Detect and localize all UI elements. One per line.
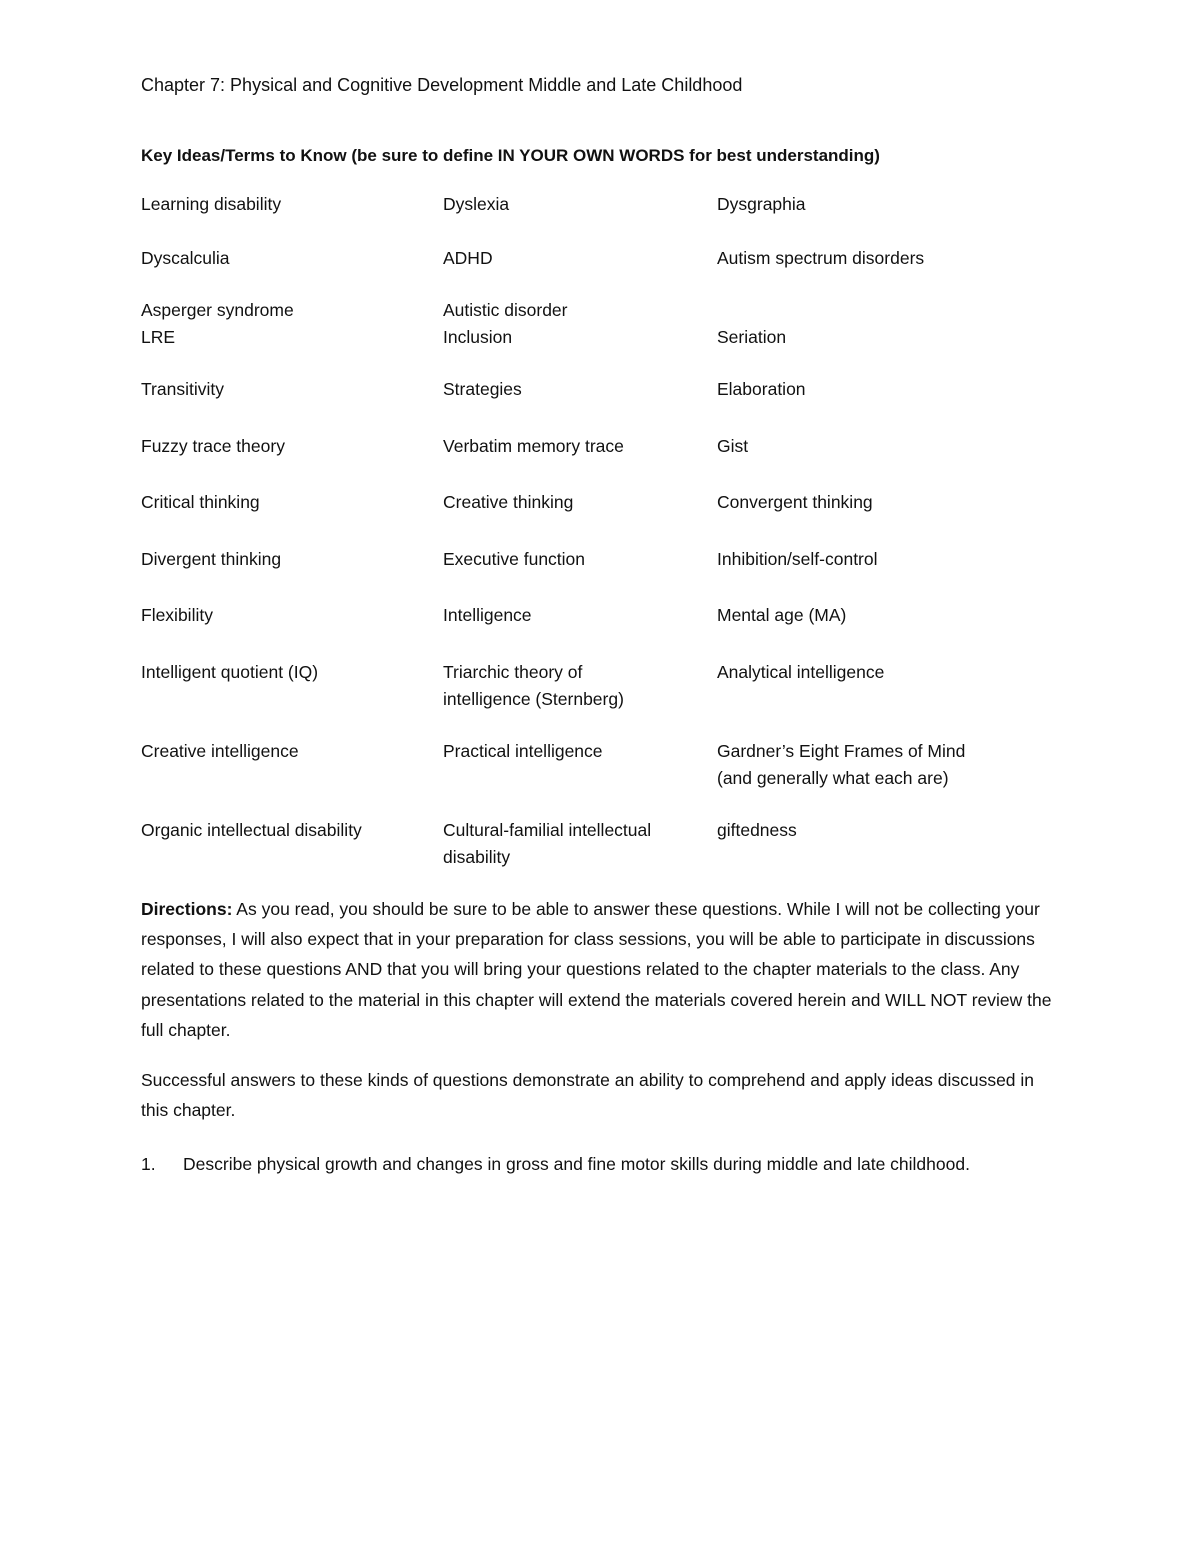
term: Intelligence bbox=[443, 605, 532, 625]
term: Divergent thinking bbox=[141, 549, 282, 569]
term: Cultural-familial intellectual bbox=[443, 820, 652, 840]
term: Convergent thinking bbox=[717, 492, 873, 512]
directions-paragraph bbox=[141, 894, 1061, 1045]
term: Transitivity bbox=[141, 379, 224, 399]
directions-text: As you read, you should be sure to be able to answer these questions. While I will not be collecting your responses, I will also expect that in your preparation for class sessions, you will be able to participate in discussions related to these questions AND that you will bring your questions related to the chapter materials to the class. Any presentations related to the material in this chapter will extend the materials covered herein and WILL NOT review the full chapter. bbox=[141, 899, 1052, 1040]
term: Inhibition/self-control bbox=[717, 549, 878, 569]
term: Intelligent quotient (IQ) bbox=[141, 662, 319, 682]
term: Dyscalculia bbox=[141, 248, 230, 268]
page-title: Chapter 7: Physical and Cognitive Development Middle and Late Childhood bbox=[141, 75, 743, 95]
question-number: 1. bbox=[141, 1154, 156, 1174]
term: Mental age (MA) bbox=[717, 605, 847, 625]
term: Verbatim memory trace bbox=[443, 436, 624, 456]
term-continuation: disability bbox=[443, 847, 511, 867]
success-paragraph: Successful answers to these kinds of questions demonstrate an ability to comprehend and apply ideas discussed in this chapter. bbox=[141, 1070, 1035, 1121]
term: giftedness bbox=[717, 820, 797, 840]
term: Organic intellectual disability bbox=[141, 820, 362, 840]
term: Creative thinking bbox=[443, 492, 574, 512]
term-continuation: intelligence (Sternberg) bbox=[443, 689, 624, 709]
term: Critical thinking bbox=[141, 492, 260, 512]
term: Dyslexia bbox=[443, 194, 510, 214]
term: LRE bbox=[141, 327, 176, 347]
key-terms-heading: Key Ideas/Terms to Know (be sure to define IN YOUR OWN WORDS for best understanding) bbox=[141, 146, 880, 165]
term: Learning disability bbox=[141, 194, 282, 214]
term: Flexibility bbox=[141, 605, 213, 625]
term: Inclusion bbox=[443, 327, 513, 347]
term: Gist bbox=[717, 436, 749, 456]
term: Executive function bbox=[443, 549, 586, 569]
directions-label: Directions: bbox=[141, 899, 233, 919]
term: Practical intelligence bbox=[443, 741, 603, 761]
term-continuation: (and generally what each are) bbox=[717, 768, 949, 788]
term: ADHD bbox=[443, 248, 493, 268]
term: Seriation bbox=[717, 327, 787, 347]
term: Asperger syndrome bbox=[141, 300, 294, 320]
term: Elaboration bbox=[717, 379, 806, 399]
term: Analytical intelligence bbox=[717, 662, 885, 682]
term: Triarchic theory of bbox=[443, 662, 583, 682]
term: Fuzzy trace theory bbox=[141, 436, 285, 456]
term: Strategies bbox=[443, 379, 522, 399]
term: Autism spectrum disorders bbox=[717, 248, 925, 268]
term: Gardner’s Eight Frames of Mind bbox=[717, 741, 966, 761]
question-text: Describe physical growth and changes in gross and fine motor skills during middle and late childhood. bbox=[183, 1154, 970, 1174]
term: Creative intelligence bbox=[141, 741, 299, 761]
term: Dysgraphia bbox=[717, 194, 806, 214]
term: Autistic disorder bbox=[443, 300, 568, 320]
